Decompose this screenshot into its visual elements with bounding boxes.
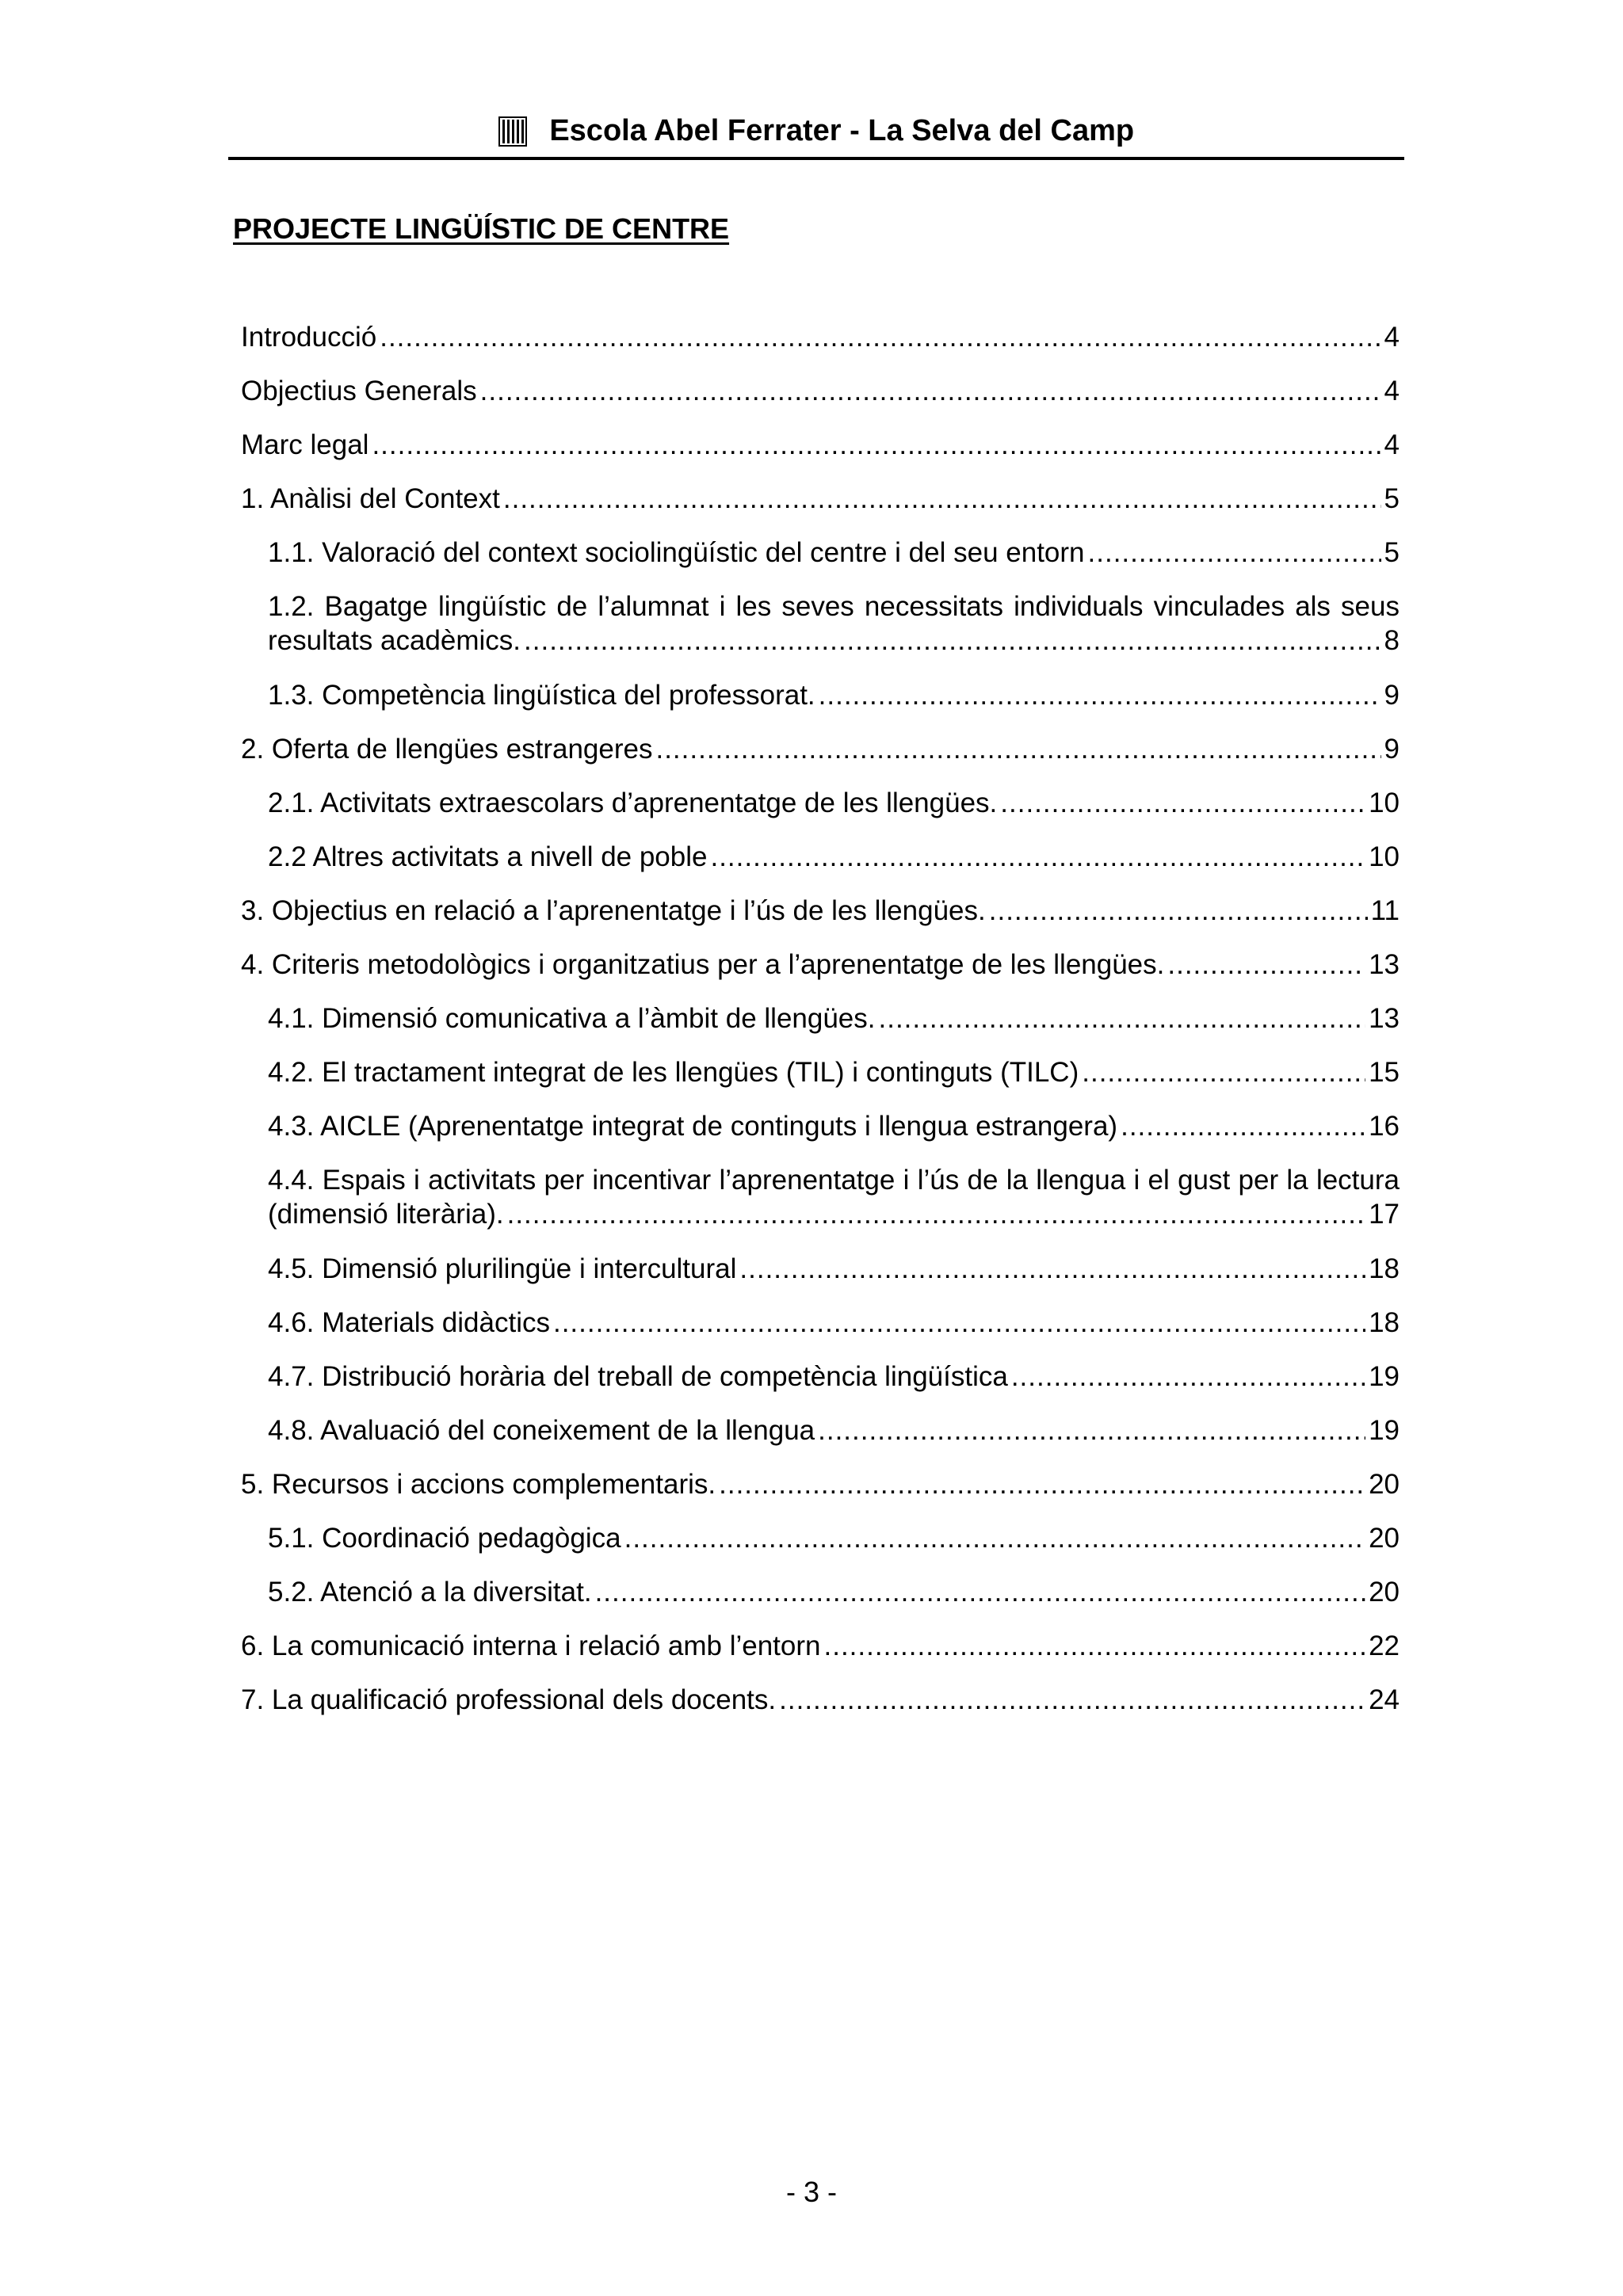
toc-entry-page: 8 [1384, 625, 1400, 656]
toc-leader-dots [503, 482, 1381, 516]
toc-entry-title: 1.1. Valoració del context sociolingüístic del centre i del seu entorn [268, 537, 1085, 568]
document-title: PROJECTE LINGÜÍSTIC DE CENTRE [233, 212, 730, 245]
toc-entry-title: 4.3. AICLE (Aprenentatge integrat de continguts i llengua estrangera) [268, 1111, 1118, 1142]
toc-entry-title: Marc legal [241, 429, 369, 460]
toc-entry[interactable] [241, 1683, 1400, 1717]
toc-leader-dots [1000, 786, 1365, 820]
toc-leader-dots [989, 894, 1368, 928]
toc-entry[interactable] [268, 589, 1400, 658]
toc-entry[interactable] [268, 1163, 1400, 1231]
toc-entry[interactable] [241, 894, 1400, 928]
toc-entry-title: 4.5. Dimensió plurilingüe i intercultural [268, 1253, 737, 1284]
toc-entry-page: 11 [1370, 895, 1400, 926]
toc-entry[interactable] [241, 1629, 1400, 1663]
toc-entry-page: 22 [1369, 1630, 1400, 1661]
toc-entry[interactable] [268, 678, 1400, 712]
toc-leader-dots [879, 1001, 1366, 1035]
toc-entry[interactable] [241, 428, 1400, 462]
toc-entry-title: 2.1. Activitats extraescolars d’aprenentatge de les llengües. [268, 788, 998, 818]
toc-leader-dots [1121, 1109, 1365, 1143]
toc-entry-title: 4.4. Espais i activitats per incentivar l’aprenentatge i l’ús de la llengua i el gust per la lectura [268, 1165, 1400, 1196]
page-number: - 3 - [785, 2176, 837, 2208]
toc-entry[interactable] [241, 948, 1400, 982]
toc-entry-title: 7. La qualificació professional dels docents. [241, 1684, 777, 1715]
toc-leader-dots [824, 1629, 1366, 1663]
toc-entry-title-continued: resultats acadèmics. [268, 625, 521, 656]
toc-entry-page: 20 [1369, 1577, 1400, 1608]
toc-entry-page: 20 [1369, 1523, 1400, 1554]
toc-entry-title: 4. Criteris metodològics i organitzatius per a l’aprenentatge de les llengües. [241, 949, 1165, 980]
toc-entry-page: 15 [1369, 1057, 1400, 1088]
toc-leader-dots [819, 678, 1381, 712]
toc-entry[interactable] [268, 1055, 1400, 1089]
toc-entry[interactable] [268, 1306, 1400, 1340]
toc-leader-dots [739, 1252, 1365, 1286]
toc-entry-page: 4 [1384, 429, 1400, 460]
toc-entry-title: Introducció [241, 322, 377, 353]
toc-entry-title: 4.6. Materials didàctics [268, 1307, 550, 1338]
toc-entry-page: 18 [1369, 1253, 1400, 1284]
toc-entry[interactable] [241, 1467, 1400, 1501]
toc-entry-page: 17 [1369, 1199, 1400, 1230]
toc-entry[interactable] [241, 374, 1400, 408]
toc-entry-page: 10 [1369, 841, 1400, 872]
toc-leader-dots [595, 1575, 1365, 1609]
toc-entry-title: 4.8. Avaluació del coneixement de la llengua [268, 1415, 815, 1446]
toc-leader-dots [553, 1306, 1365, 1340]
toc-leader-dots [524, 624, 1381, 658]
toc-entry-page: 4 [1384, 322, 1400, 353]
toc-entry-page: 16 [1369, 1111, 1400, 1142]
toc-leader-dots [1082, 1055, 1365, 1089]
toc-leader-dots [624, 1521, 1365, 1555]
toc-leader-dots [818, 1413, 1365, 1447]
toc-entry[interactable] [268, 1109, 1400, 1143]
toc-leader-dots [655, 732, 1381, 766]
toc-entry-title: 3. Objectius en relació a l’aprenentatge i l’ús de les llengües. [241, 895, 986, 926]
toc-entry[interactable] [268, 1521, 1400, 1555]
toc-entry-page: 4 [1384, 376, 1400, 406]
toc-entry[interactable] [268, 536, 1400, 570]
toc-entry-title: 5.2. Atenció a la diversitat. [268, 1577, 592, 1608]
toc-entry[interactable] [241, 320, 1400, 354]
toc-leader-dots [507, 1197, 1365, 1231]
toc-entry-page: 20 [1369, 1469, 1400, 1500]
toc-entry-title: 5.1. Coordinació pedagògica [268, 1523, 621, 1554]
toc-leader-dots [380, 320, 1381, 354]
toc-entry-page: 10 [1369, 788, 1400, 818]
toc-entry[interactable] [268, 1360, 1400, 1394]
toc-entry-title: 1.2. Bagatge lingüístic de l’alumnat i les seves necessitats individuals vinculades als seus [268, 591, 1400, 622]
toc-entry-title: 4.7. Distribució horària del treball de competència lingüística [268, 1361, 1008, 1392]
toc-entry-page: 13 [1369, 949, 1400, 980]
toc-entry-page: 19 [1369, 1415, 1400, 1446]
toc-entry[interactable] [241, 482, 1400, 516]
toc-entry-page: 19 [1369, 1361, 1400, 1392]
toc-entry[interactable] [268, 786, 1400, 820]
toc-leader-dots [710, 840, 1365, 874]
toc-entry-page: 18 [1369, 1307, 1400, 1338]
toc-entry[interactable] [268, 1575, 1400, 1609]
toc-entry-title: 4.1. Dimensió comunicativa a l’àmbit de llengües. [268, 1003, 876, 1034]
toc-leader-dots [779, 1683, 1365, 1717]
toc-entry-title: 1. Anàlisi del Context [241, 483, 500, 514]
toc-leader-dots [1011, 1360, 1365, 1394]
toc-entry[interactable] [268, 1001, 1400, 1035]
toc-entry-title: 2. Oferta de llengües estrangeres [241, 734, 653, 765]
toc-entry-title: 2.2 Altres activitats a nivell de poble [268, 841, 708, 872]
toc-leader-dots [719, 1467, 1365, 1501]
toc-entry-page: 5 [1384, 537, 1400, 568]
toc-entry-page: 9 [1384, 734, 1400, 765]
toc-entry-title: 6. La comunicació interna i relació amb l’entorn [241, 1630, 821, 1661]
generalitat-logo-icon [498, 116, 527, 147]
toc-entry-title: Objectius Generals [241, 376, 477, 406]
toc-leader-dots [1167, 948, 1365, 982]
toc-entry-title: 1.3. Competència lingüística del professorat. [268, 680, 815, 711]
toc-leader-dots [1088, 536, 1381, 570]
school-name: Escola Abel Ferrater - La Selva del Camp [549, 114, 1135, 147]
toc-entry[interactable] [241, 732, 1400, 766]
toc-entry-title-continued: (dimensió literària). [268, 1199, 504, 1230]
toc-leader-dots [372, 428, 1381, 462]
toc-entry-page: 5 [1384, 483, 1400, 514]
toc-entry-page: 24 [1369, 1684, 1400, 1715]
page-header [228, 109, 1404, 160]
toc-entry[interactable] [268, 840, 1400, 874]
toc-entry[interactable] [268, 1413, 1400, 1447]
toc-entry-page: 13 [1369, 1003, 1400, 1034]
toc-entry-title: 5. Recursos i accions complementaris. [241, 1469, 716, 1500]
toc-entry-page: 9 [1384, 680, 1400, 711]
toc-entry[interactable] [268, 1252, 1400, 1286]
toc-leader-dots [480, 374, 1381, 408]
toc-entry-title: 4.2. El tractament integrat de les llengües (TIL) i continguts (TILC) [268, 1057, 1079, 1088]
